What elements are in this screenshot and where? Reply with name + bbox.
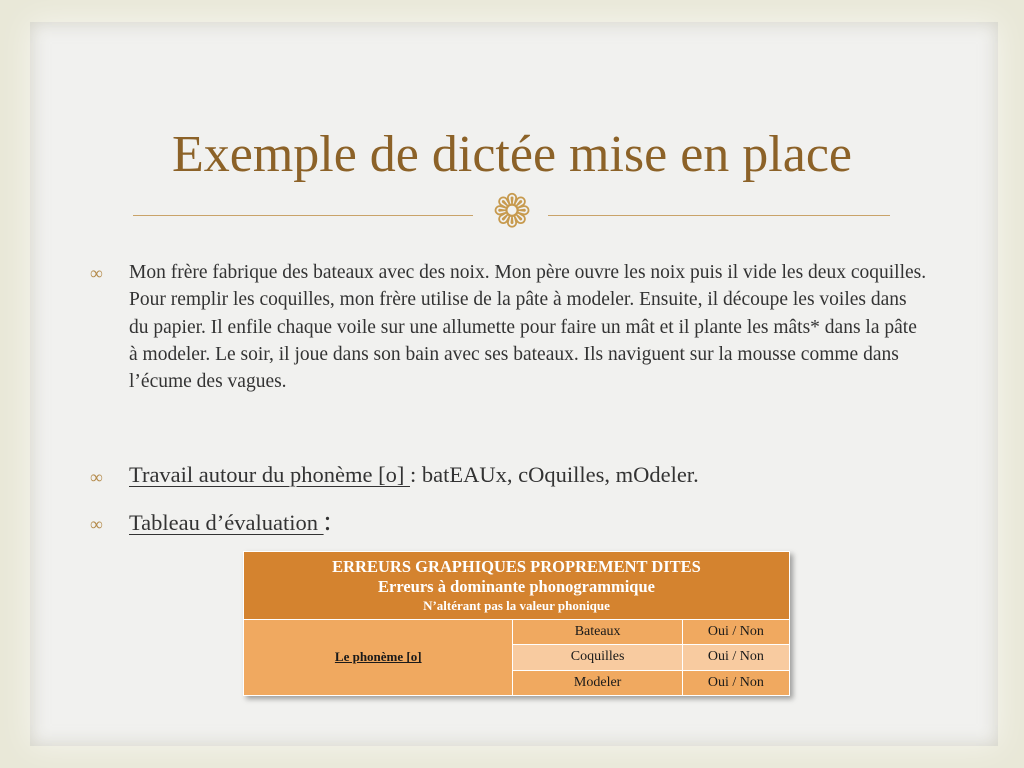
table-row: [244, 619, 790, 644]
table-header-line2: Erreurs à dominante phonogrammique: [377, 576, 655, 596]
evaluation-table: [243, 551, 790, 696]
double-loop-bullet-icon: ∞: [90, 514, 103, 534]
double-loop-bullet-icon: ∞: [90, 467, 103, 487]
word-cell: Modeler: [513, 670, 682, 695]
bullet-evaluation-table: [129, 507, 331, 538]
phoneme-work-examples: : batEAUx, cOquilles, mOdeler.: [410, 462, 699, 487]
bullet-phoneme-work: [129, 460, 699, 490]
double-loop-bullet-icon: ∞: [90, 263, 103, 283]
answer-cell: Oui / Non: [682, 645, 789, 670]
ornate-scroll-icon: ❁: [492, 186, 532, 237]
table-header-line3: N’altérant pas la valeur phonique: [423, 597, 610, 613]
answer-cell: Oui / Non: [682, 670, 789, 695]
evaluation-table-label: Tableau d’évaluation: [129, 510, 324, 535]
row-label-cell: [244, 619, 513, 695]
table-header-line1: ERREURS GRAPHIQUES PROPREMENT DITES: [332, 556, 701, 576]
slide-title: Exemple de dictée mise en place: [171, 125, 852, 183]
title-divider-left: [133, 215, 473, 216]
phoneme-work-label: Travail autour du phonème [o]: [129, 462, 410, 487]
table-header: [244, 552, 790, 620]
answer-cell: Oui / Non: [682, 619, 789, 644]
word-cell: Coquilles: [513, 645, 682, 670]
evaluation-colon: :: [323, 506, 332, 537]
dictation-paragraph: Mon frère fabrique des bateaux avec des noix. Mon père ouvre les noix puis il vide les deux coquilles. Pour remplir les coquilles, mon frère utilise de la pâte à modeler. Ensuite, il découpe les voiles dans du papier. Il enfile chaque voile sur une allumette pour faire un mât et il plante les mâts* dans la pâte à modeler. Le soir, il joue dans son bain avec ses bateaux. Ils naviguent sur la mousse comme dans l’écume des vagues.: [129, 262, 927, 393]
title-divider-right: [548, 215, 890, 216]
row-label: Le phonème [o]: [334, 649, 422, 665]
word-cell: Bateaux: [513, 619, 682, 644]
